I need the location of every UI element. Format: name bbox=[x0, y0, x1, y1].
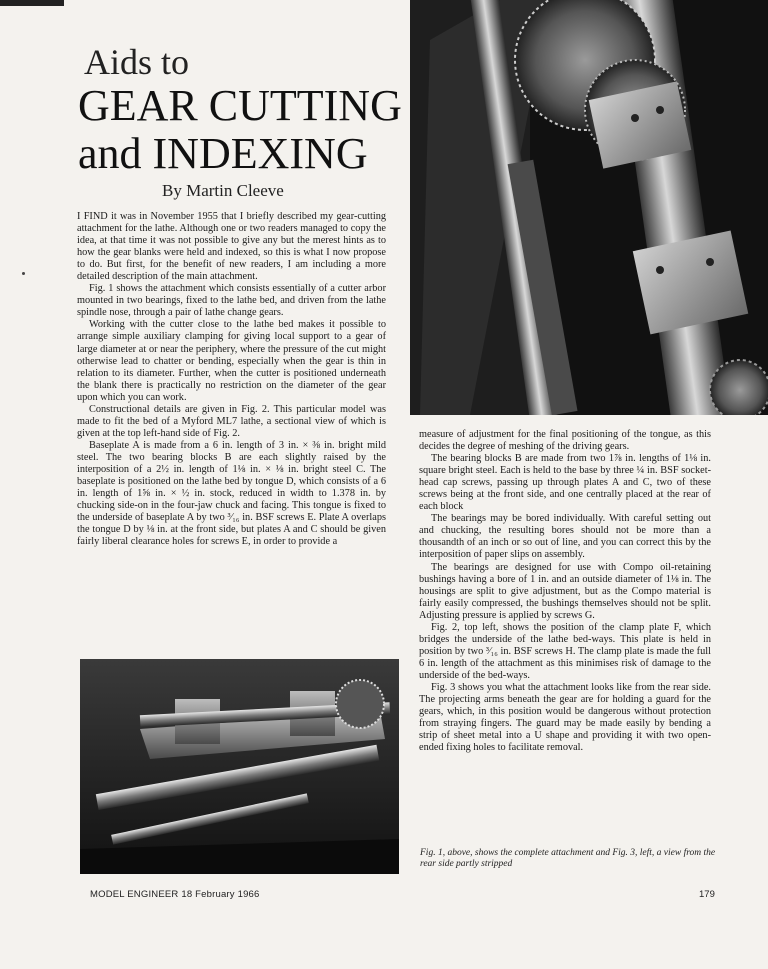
fig1-photo bbox=[410, 0, 768, 415]
paragraph: The bearings may be bored individually. With careful setting out and chucking, the resulting bores should not be more than a thousandth of an inch or so out of line, and you can correct this by the interposition of paper slips on assembly. bbox=[419, 513, 711, 561]
fig3-photo bbox=[80, 659, 399, 874]
corner-mark bbox=[0, 0, 64, 6]
paragraph: I FIND it was in November 1955 that I briefly described my gear-cutting attachment for the lathe. Although one or two readers managed to copy the idea, at that time it was not possible to give any but the merest hints as to how the gear blanks were held and indexed, so this is what I now propose to do. But first, for the benefit of new readers, I am including a more detailed description of the main attachment. bbox=[77, 211, 386, 283]
paragraph: Fig. 1 shows the attachment which consists essentially of a cutter arbor mounted in two bearings, fixed to the lathe bed, and driven from the lathe spindle nose, through a pair of lathe change gears. bbox=[77, 283, 386, 319]
left-column bbox=[77, 211, 386, 548]
page-number: 179 bbox=[699, 889, 715, 900]
paragraph: Constructional details are given in Fig. 2. This particular model was made to fit the bed of a Myford ML7 lathe, a sectional view of which is given at the top left-hand side of Fig. 2. bbox=[77, 403, 386, 439]
paragraph: Fig. 3 shows you what the attachment looks like from the rear side. The projecting arms beneath the gear are for holding a guard for the gears, which, in this position would be dangerous without protection from straying fingers. The guard may be made easily by bending a strip of sheet metal into a U shape and providing it with two open-ended fixing holes to facilitate removal. bbox=[419, 681, 711, 754]
fig1-photo-art bbox=[410, 0, 768, 415]
right-column bbox=[419, 429, 711, 754]
paragraph: The bearings are designed for use with Compo oil-retaining bushings having a bore of 1 in. and an outside diameter of 1⅛ in. The housings are split to give adjustment, but as the Compo material is fairly easily compressed, the bushings themselves should not be split. Adjusting pressure is applied by screws G. bbox=[419, 561, 711, 621]
paragraph: measure of adjustment for the final positioning of the tongue, as this decides the degree of meshing of the driving gears. bbox=[419, 429, 711, 453]
margin-mark bbox=[22, 272, 25, 275]
paragraph: Working with the cutter close to the lathe bed makes it possible to arrange simple auxiliary clamping for giving local support to a gear of large diameter at or near the periphery, where the pressure of the cut might otherwise lead to chatter or bending, especially when the gear is thin in relation to its diameter. Further, when the cutter is positioned underneath the blank there is practically no restriction on the diameter of the gear upon which you can work. bbox=[77, 319, 386, 403]
byline: By Martin Cleeve bbox=[162, 181, 284, 200]
footer-magazine: MODEL ENGINEER 18 February 1966 bbox=[90, 889, 260, 900]
figure-caption: Fig. 1, above, shows the complete attachment and Fig. 3, left, a view from the rear side partly stripped bbox=[420, 848, 716, 869]
paragraph: Fig. 2, top left, shows the position of the clamp plate F, which bridges the underside of the lathe bed-ways. This plate is held in position by two ³⁄₁₆ in. BSF screws H. The clamp plate is made the full 6 in. length of the attachment as this minimises risk of damage to the underside of the bed-ways. bbox=[419, 621, 711, 681]
paragraph: Baseplate A is made from a 6 in. length of 3 in. × ⅜ in. bright mild steel. The two bearing blocks B are each slightly raised by the interposition of a 2½ in. length of 1⅛ in. × ⅛ in. bright steel C. The baseplate is positioned on the lathe bed by tongue D, which consists of a 6 in. length of 1⅝ in. × ½ in. stock, reduced in width to 1.378 in. by chucking side-on in the four-jaw chuck and facing. This tongue is fixed to the underside of baseplate A by two ³⁄₁₆ in. BSF screws E. Plate A overlaps the tongue D by ⅛ in. at the front side, but plates A and C should be given fairly liberal clearance holes for screws E, in order to provide a bbox=[77, 439, 386, 548]
title-line-3: and INDEXING bbox=[78, 129, 368, 178]
title-line-2: GEAR CUTTING bbox=[78, 81, 402, 130]
paragraph: The bearing blocks B are made from two 1⅞ in. lengths of 1⅛ in. square bright steel. Each is held to the base by three ¼ in. BSF socket-head cap screws, passing up through plates A and C, two of these screws being at the front side, and one centrally placed at the rear of each block bbox=[419, 453, 711, 513]
fig3-photo-art bbox=[80, 659, 399, 874]
title-line-1: Aids to bbox=[84, 42, 190, 82]
